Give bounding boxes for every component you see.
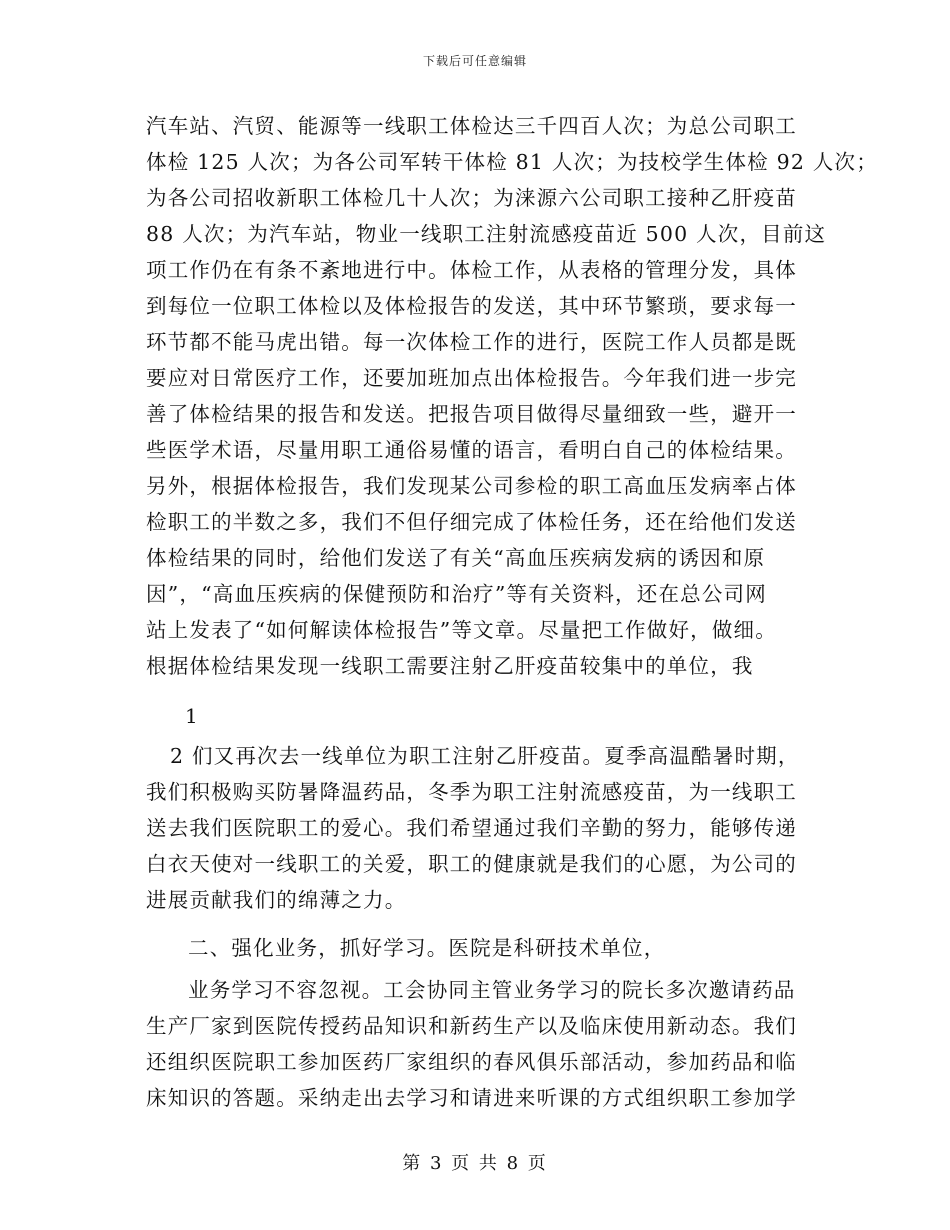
text-line: 送去我们医院职工的爱心。我们希望通过我们辛勤的努力，能够传递 xyxy=(146,816,797,840)
text-line: 2 们又再次去一线单位为职工注射乙肝疫苗。夏季高温酷暑时期， xyxy=(170,744,800,768)
text-line: 床知识的答题。采纳走出去学习和请进来听课的方式组织职工参加学 xyxy=(146,1086,797,1110)
text-line: 体检 125 人次；为各公司军转干体检 81 人次；为技校学生体检 92 人次； xyxy=(146,150,878,174)
text-line: 环节都不能马虎出错。每一次体检工作的进行，医院工作人员都是既 xyxy=(146,330,797,354)
text-line: 还组织医院职工参加医药厂家组织的春风俱乐部活动，参加药品和临 xyxy=(146,1050,797,1074)
text-line: 为各公司招收新职工体检几十人次；为涞源六公司职工接种乙肝疫苗 xyxy=(146,186,797,210)
text-line: 些医学术语，尽量用职工通俗易懂的语言，看明白自己的体检结果。 xyxy=(146,438,797,462)
section-heading: 二、强化业务，抓好学习。医院是科研技术单位， xyxy=(188,936,666,960)
page-footer: 第 3 页 共 8 页 xyxy=(402,1153,548,1174)
text-line: 汽车站、汽贸、能源等一线职工体检达三千四百人次；为总公司职工 xyxy=(146,114,797,138)
text-line: 另外，根据体检报告，我们发现某公司参检的职工高血压发病率占体 xyxy=(146,474,797,498)
text-line: 根据体检结果发现一线职工需要注射乙肝疫苗较集中的单位，我 xyxy=(146,654,754,678)
text-line: 善了体检结果的报告和发送。把报告项目做得尽量细致一些，避开一 xyxy=(146,402,797,426)
text-line: 项工作仍在有条不紊地进行中。体检工作，从表格的管理分发，具体 xyxy=(146,258,797,282)
text-line: 我们积极购买防暑降温药品，冬季为职工注射流感疫苗，为一线职工 xyxy=(146,780,797,804)
text-line: 站上发表了“如何解读体检报告”等文章。尽量把工作做好，做细。 xyxy=(146,618,777,642)
text-line: 到每位一位职工体检以及体检报告的发送，其中环节繁琐，要求每一 xyxy=(146,294,797,318)
text-line: 88 人次；为汽车站，物业一线职工注射流感疫苗近 500 人次，目前这 xyxy=(146,222,827,246)
page-header: 下载后可任意编辑 xyxy=(422,54,527,68)
text-line: 因”，“高血压疾病的保健预防和治疗”等有关资料，还在总公司网 xyxy=(146,582,767,606)
text-line: 进展贡献我们的绵薄之力。 xyxy=(146,888,407,912)
text-line: 要应对日常医疗工作，还要加班加点出体检报告。今年我们进一步完 xyxy=(146,366,797,390)
text-line: 业务学习不容忽视。工会协同主管业务学习的院长多次邀请药品 xyxy=(188,978,796,1002)
text-line: 白衣天使对一线职工的关爱，职工的健康就是我们的心愿，为公司的 xyxy=(146,852,797,876)
text-line: 检职工的半数之多，我们不但仔细完成了体检任务，还在给他们发送 xyxy=(146,510,797,534)
text-line: 体检结果的同时，给他们发送了有关“高血压疾病发病的诱因和原 xyxy=(146,546,766,570)
inline-page-mark: 1 xyxy=(185,704,198,728)
text-line: 生产厂家到医院传授药品知识和新药生产以及临床使用新动态。我们 xyxy=(146,1014,797,1038)
